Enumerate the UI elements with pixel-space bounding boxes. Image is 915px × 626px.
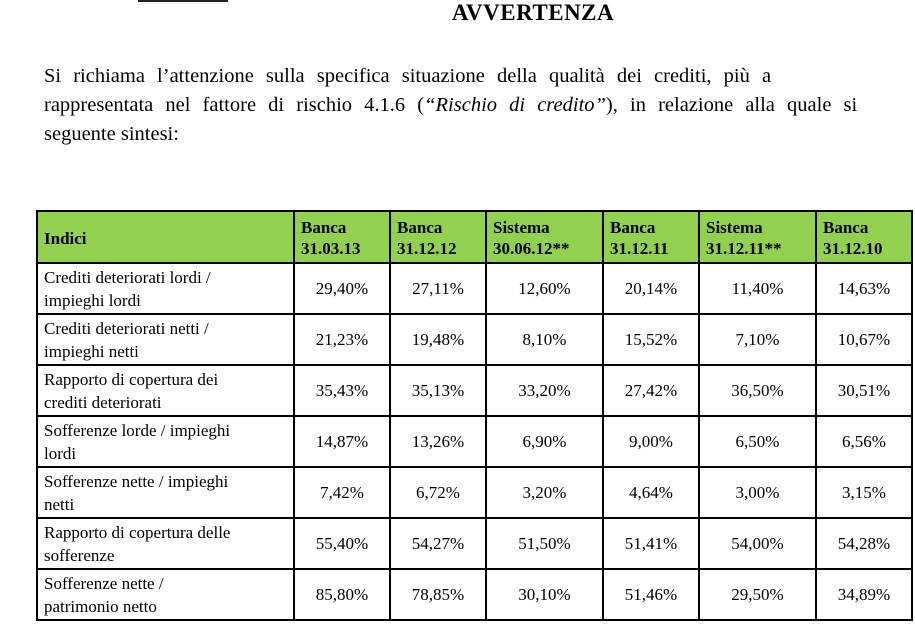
table-row xyxy=(37,416,912,467)
header-col-date: 31.12.11 xyxy=(610,239,669,258)
intro-line-3: seguente sintesi: xyxy=(44,123,179,145)
table-row xyxy=(37,314,912,365)
table-cell: 29,50% xyxy=(699,569,816,620)
table-cell: 8,10% xyxy=(486,314,603,365)
intro-line-2-prefix: rappresentata nel fattore di rischio 4.1.6 ( xyxy=(44,94,425,116)
table-cell: 6,72% xyxy=(390,467,486,518)
row-label-line-2: lordi xyxy=(44,443,77,463)
header-col-date: 31.12.10 xyxy=(823,239,883,258)
row-label-line-1: Rapporto di copertura dei xyxy=(44,369,219,389)
table-cell: 14,63% xyxy=(816,263,912,314)
row-label-line-2: sofferenze xyxy=(44,545,115,565)
intro-line-1: Si richiama l’attenzione sulla specifica situazione della qualità dei crediti, più a xyxy=(44,65,772,87)
row-label-line-1: Sofferenze nette / xyxy=(44,573,164,593)
row-label xyxy=(37,263,294,314)
header-col-name: Banca xyxy=(610,218,656,237)
row-label-line-1: Crediti deteriorati lordi / xyxy=(44,267,211,287)
header-col-date: 31.12.11** xyxy=(706,239,782,258)
header-col-name: Sistema xyxy=(706,218,763,237)
header-col-4 xyxy=(603,211,699,263)
header-col-name: Banca xyxy=(397,218,443,237)
table-cell: 54,28% xyxy=(816,518,912,569)
header-col-name: Banca xyxy=(823,218,869,237)
table-cell: 34,89% xyxy=(816,569,912,620)
table-cell: 20,14% xyxy=(603,263,699,314)
row-label-line-1: Sofferenze lorde / impieghi xyxy=(44,420,231,440)
intro-line-2-suffix: ), in relazione alla quale si xyxy=(605,94,858,116)
table-cell: 7,42% xyxy=(294,467,390,518)
table-row xyxy=(37,365,912,416)
table-cell: 51,50% xyxy=(486,518,603,569)
table-cell: 54,27% xyxy=(390,518,486,569)
row-label-line-2: impieghi lordi xyxy=(44,290,141,310)
row-label xyxy=(37,467,294,518)
table-cell: 35,43% xyxy=(294,365,390,416)
table-cell: 51,46% xyxy=(603,569,699,620)
table-cell: 29,40% xyxy=(294,263,390,314)
table-row xyxy=(37,467,912,518)
header-col-date: 31.03.13 xyxy=(301,239,361,258)
header-col-name: Sistema xyxy=(493,218,550,237)
row-label-line-2: impieghi netti xyxy=(44,341,139,361)
row-label-line-2: crediti deteriorati xyxy=(44,392,162,412)
table-cell: 78,85% xyxy=(390,569,486,620)
row-label-line-1: Sofferenze nette / impieghi xyxy=(44,471,229,491)
table-cell: 13,26% xyxy=(390,416,486,467)
page-title: AVVERTENZA xyxy=(451,0,615,25)
header-col-2 xyxy=(390,211,486,263)
table-cell: 27,42% xyxy=(603,365,699,416)
table-cell: 6,90% xyxy=(486,416,603,467)
header-col-5 xyxy=(699,211,816,263)
table-row xyxy=(37,569,912,620)
table-cell: 33,20% xyxy=(486,365,603,416)
row-label xyxy=(37,416,294,467)
intro-paragraph xyxy=(44,62,915,149)
intro-line-2 xyxy=(44,91,915,120)
row-label xyxy=(37,365,294,416)
table-cell: 36,50% xyxy=(699,365,816,416)
table-cell: 15,52% xyxy=(603,314,699,365)
table-cell: 30,10% xyxy=(486,569,603,620)
header-col-6 xyxy=(816,211,912,263)
row-label-line-2: patrimonio netto xyxy=(44,596,157,616)
header-col-date: 30.06.12** xyxy=(493,239,570,258)
table-row xyxy=(37,263,912,314)
table-cell: 12,60% xyxy=(486,263,603,314)
row-label xyxy=(37,569,294,620)
table-cell: 6,56% xyxy=(816,416,912,467)
table-cell: 3,15% xyxy=(816,467,912,518)
table-header-row xyxy=(37,211,912,263)
header-col-date: 31.12.12 xyxy=(397,239,457,258)
row-label xyxy=(37,518,294,569)
header-col-name: Banca xyxy=(301,218,347,237)
table-cell: 14,87% xyxy=(294,416,390,467)
header-col-1 xyxy=(294,211,390,263)
table-cell: 11,40% xyxy=(699,263,816,314)
table-cell: 4,64% xyxy=(603,467,699,518)
table-cell: 6,50% xyxy=(699,416,816,467)
table-cell: 3,00% xyxy=(699,467,816,518)
table-cell: 27,11% xyxy=(390,263,486,314)
table-cell: 10,67% xyxy=(816,314,912,365)
row-label-line-1: Rapporto di copertura delle xyxy=(44,522,231,542)
table-cell: 54,00% xyxy=(699,518,816,569)
table-cell: 7,10% xyxy=(699,314,816,365)
table-row xyxy=(37,518,912,569)
table-cell: 35,13% xyxy=(390,365,486,416)
table-cell: 55,40% xyxy=(294,518,390,569)
intro-line-2-italic: “Rischio di credito” xyxy=(424,94,606,116)
table-cell: 21,23% xyxy=(294,314,390,365)
row-label-line-2: netti xyxy=(44,494,75,514)
table-cell: 51,41% xyxy=(603,518,699,569)
table-cell: 3,20% xyxy=(486,467,603,518)
row-label xyxy=(37,314,294,365)
table-cell: 19,48% xyxy=(390,314,486,365)
row-label-line-1: Crediti deteriorati netti / xyxy=(44,318,209,338)
table-cell: 30,51% xyxy=(816,365,912,416)
indici-table xyxy=(36,210,913,621)
header-indici: Indici xyxy=(37,211,294,263)
table-cell: 9,00% xyxy=(603,416,699,467)
header-col-3 xyxy=(486,211,603,263)
table-cell: 85,80% xyxy=(294,569,390,620)
